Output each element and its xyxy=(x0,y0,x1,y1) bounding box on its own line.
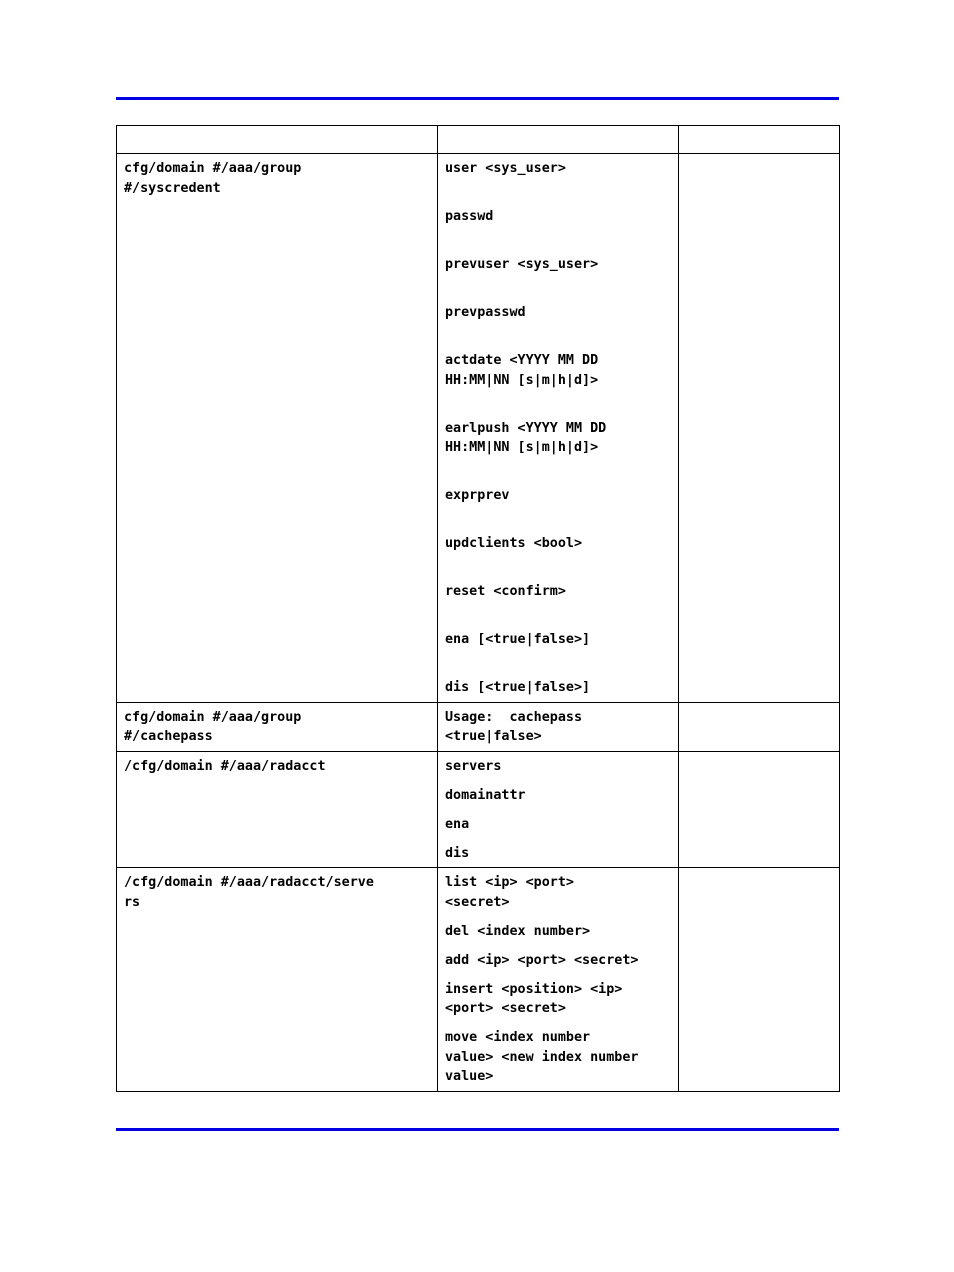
command-item: earlpush <YYYY MM DD HH:MM|NN [s|m|h|d]> xyxy=(445,420,607,455)
command-item: ena xyxy=(445,816,470,832)
notes-cell xyxy=(679,702,840,751)
header-cell-command-path xyxy=(117,126,438,154)
table-header-row xyxy=(117,126,840,154)
commands-cell xyxy=(438,868,679,1092)
commands-cell xyxy=(438,154,679,703)
commands-cell xyxy=(438,751,679,868)
table-row xyxy=(117,702,840,751)
notes-text xyxy=(679,154,839,163)
command-item: add <ip> <port> <secret> xyxy=(445,952,639,968)
table-row xyxy=(117,751,840,868)
command-item: prevpasswd xyxy=(445,305,526,320)
command-item: del <index number> xyxy=(445,923,591,939)
path-cell xyxy=(117,702,438,751)
command-item: Usage: cachepass <true|false> xyxy=(445,709,583,744)
path-cell xyxy=(117,154,438,703)
header-rule xyxy=(116,97,839,100)
command-item: exprprev xyxy=(445,488,510,503)
command-path: cfg/domain #/aaa/group #/syscredent xyxy=(124,161,302,196)
notes-cell xyxy=(679,868,840,1092)
notes-cell xyxy=(679,154,840,703)
command-path: /cfg/domain #/aaa/radacct/serve rs xyxy=(124,875,374,910)
path-cell xyxy=(117,751,438,868)
commands-cell xyxy=(438,702,679,751)
command-item: dis [<true|false>] xyxy=(445,680,591,695)
path-cell xyxy=(117,868,438,1092)
command-path: cfg/domain #/aaa/group #/cachepass xyxy=(124,709,302,744)
command-item: user <sys_user> xyxy=(445,161,566,176)
header-cell-notes xyxy=(679,126,840,154)
notes-cell xyxy=(679,751,840,868)
notes-text xyxy=(679,868,839,877)
footer-rule xyxy=(116,1128,839,1131)
notes-text xyxy=(679,703,839,712)
command-item: dis xyxy=(445,845,470,861)
command-item: servers xyxy=(445,758,502,774)
command-path: /cfg/domain #/aaa/radacct xyxy=(124,758,326,774)
command-item: updclients <bool> xyxy=(445,536,583,551)
table-row xyxy=(117,868,840,1092)
command-item: passwd xyxy=(445,209,494,224)
header-cell-parameters xyxy=(438,126,679,154)
command-item: move <index number value> <new index number value> xyxy=(445,1030,639,1084)
command-item: actdate <YYYY MM DD HH:MM|NN [s|m|h|d]> xyxy=(445,353,599,388)
command-item: domainattr xyxy=(445,787,526,803)
command-item: reset <confirm> xyxy=(445,584,566,599)
command-item: ena [<true|false>] xyxy=(445,632,591,647)
command-item: list <ip> <port> <secret> xyxy=(445,875,574,910)
command-table xyxy=(116,125,840,1092)
command-item: prevuser <sys_user> xyxy=(445,257,599,272)
command-item: insert <position> <ip> <port> <secret> xyxy=(445,981,623,1016)
notes-text xyxy=(679,752,839,761)
table-row xyxy=(117,154,840,703)
